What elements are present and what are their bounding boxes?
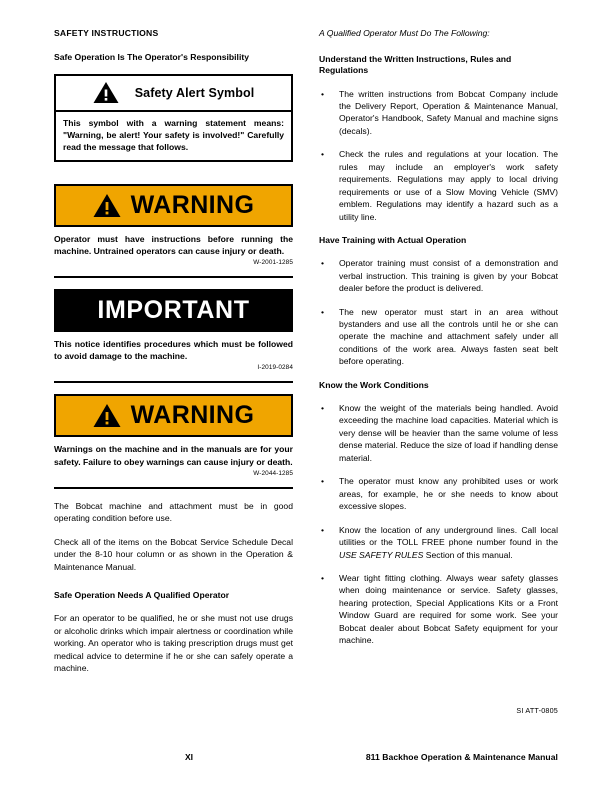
bullet-list <box>319 402 558 647</box>
left-column <box>54 28 293 718</box>
list-item <box>319 402 558 464</box>
qualified-operator-intro: A Qualified Operator Must Do The Following: <box>319 28 490 38</box>
warning-ref-code-1: W-2001-1285 <box>253 258 293 266</box>
spacer <box>319 368 558 380</box>
section-heading: Know the Work Conditions <box>319 379 429 390</box>
subsection-heading-qualified-operator: Safe Operation Needs A Qualified Operator <box>54 590 230 600</box>
warning-caption-1: Operator must have instructions before running the machine. Untrained operators can cause injury or death. <box>54 233 293 256</box>
list-item-text: The written instructions from Bobcat Company include the Delivery Report, Operation & Maintenance Manual, Operator's Handbook, Safety Manual and machine signs (decals). <box>339 88 558 136</box>
list-item-text: Wear tight fitting clothing. Always wear safety glasses when doing maintenance or service. Safety glasses, hearing protection, Special Applications Kits or a Front Window Guard are required for some work. See your Bobcat dealer about Bobcat Safety equipment for your machine. <box>339 573 558 646</box>
two-column-layout <box>54 28 558 718</box>
list-item-text: Check the rules and regulations at your location. The rules may include an employer's work safety requirements. Regulations may apply to local driving requirements or use of a Slow Moving Vehicle (SMV) emblem. Regulations may identify a hazard such as a utility line. <box>339 149 558 222</box>
divider-rule <box>54 487 293 489</box>
warning-triangle-icon <box>93 193 121 218</box>
important-ref-code: I-2019-0284 <box>257 364 293 372</box>
bullet-dot-icon: • <box>321 403 325 414</box>
bullet-list <box>319 88 558 224</box>
bullet-dot-icon: • <box>321 524 325 535</box>
bullet-dot-icon: • <box>321 573 325 583</box>
safety-alert-box-body: This symbol with a warning statement means: "Warning, be alert! Your safety is involved!" Carefully read the message that follows. <box>63 117 284 153</box>
document-code: SI ATT-0805 <box>516 706 558 715</box>
paragraph-machine-condition: The Bobcat machine and attachment must be in good operating condition before use. <box>54 500 293 524</box>
section-work-conditions <box>319 380 558 647</box>
list-item <box>319 88 558 138</box>
safety-alert-box-title: Safety Alert Symbol <box>134 85 255 100</box>
warning-triangle-icon <box>93 403 121 428</box>
safety-alert-box-header <box>56 76 291 112</box>
section-written-instructions <box>319 54 558 223</box>
list-item-text: The operator must know any prohibited uses or work areas, for example, he or she needs to know about excessive slopes. <box>339 476 558 512</box>
warning-caption-2: Warnings on the machine and in the manuals are for your safety. Failure to obey warnings can cause injury or death. <box>54 444 293 467</box>
important-box <box>54 289 293 371</box>
list-item-text: The new operator must start in an area without bystanders and use all the controls until he or she can operate the machine and attachment safely under all conditions of the work area. Always fasten seat belt before operating. <box>339 306 558 367</box>
list-item <box>319 524 558 561</box>
warning-box-1 <box>54 184 293 266</box>
spacer <box>319 223 558 235</box>
safety-alert-box-outline <box>54 74 293 162</box>
bullet-dot-icon: • <box>321 476 325 487</box>
bullet-dot-icon: • <box>321 306 325 317</box>
subsection-heading-operator-responsibility: Safe Operation Is The Operator's Responsibility <box>54 51 249 62</box>
warning-triangle-icon <box>93 81 119 104</box>
warning-banner-1 <box>54 184 293 227</box>
list-item <box>319 257 558 294</box>
list-item <box>319 148 558 223</box>
warning-ref-code-2: W-2044-1285 <box>253 469 293 477</box>
paragraph-operator-qualification: For an operator to be qualified, he or she must not use drugs or alcoholic drinks which impair alertness or coordination while working. An operator who is taking prescription drugs must get medical advice to determine if he or she can safely operate a machine. <box>54 613 293 673</box>
paragraph-service-schedule: Check all of the items on the Bobcat Service Schedule Decal under the 8-10 hour column or as shown in the Operation & Maintenance Manual. <box>54 536 293 572</box>
divider-rule <box>54 276 293 278</box>
warning-box-2 <box>54 394 293 476</box>
list-item <box>319 572 558 647</box>
bullet-dot-icon: • <box>321 88 325 99</box>
important-banner <box>54 289 293 332</box>
important-signal-word: IMPORTANT <box>97 295 250 324</box>
warning-signal-word-2: WARNING <box>130 401 255 430</box>
bullet-dot-icon: • <box>321 149 325 160</box>
spacer <box>54 172 293 184</box>
warning-signal-word-1: WARNING <box>130 190 255 219</box>
list-item <box>319 306 558 368</box>
warning-banner-2 <box>54 394 293 437</box>
section-heading: Understand the Written Instructions, Rules and Regulations <box>319 54 512 76</box>
list-item-text: Operator training must consist of a demonstration and verbal instruction. This training is given by your Bobcat dealer before the product is delivered. <box>339 258 558 294</box>
section-heading: Have Training with Actual Operation <box>319 235 467 246</box>
important-caption: This notice identifies procedures which must be followed to avoid damage to the machine. <box>54 338 293 362</box>
safety-alert-symbol-box <box>54 74 293 162</box>
list-item-text: Know the weight of the materials being handled. Avoid exceeding the machine load capacities. Material which is very dense will be heavier than the same volume of less dense material. Reduce the size of load if handling dense material. <box>339 403 558 463</box>
bullet-list <box>319 257 558 368</box>
page-footer <box>54 752 558 762</box>
bullet-dot-icon: • <box>321 258 325 269</box>
page-title: SAFETY INSTRUCTIONS <box>54 28 159 38</box>
right-column <box>319 28 558 718</box>
list-item-text: Know the location of any underground lines. Call local utilities or the TOLL FREE phone number found in the USE SAFETY RULES Section of this manual. <box>339 524 558 560</box>
section-training <box>319 235 558 368</box>
italic-reference: USE SAFETY RULES <box>339 549 424 560</box>
divider-rule <box>54 381 293 383</box>
list-item <box>319 475 558 512</box>
page-number: XI <box>184 752 194 762</box>
footer-manual-title: 811 Backhoe Operation & Maintenance Manual <box>365 752 558 762</box>
